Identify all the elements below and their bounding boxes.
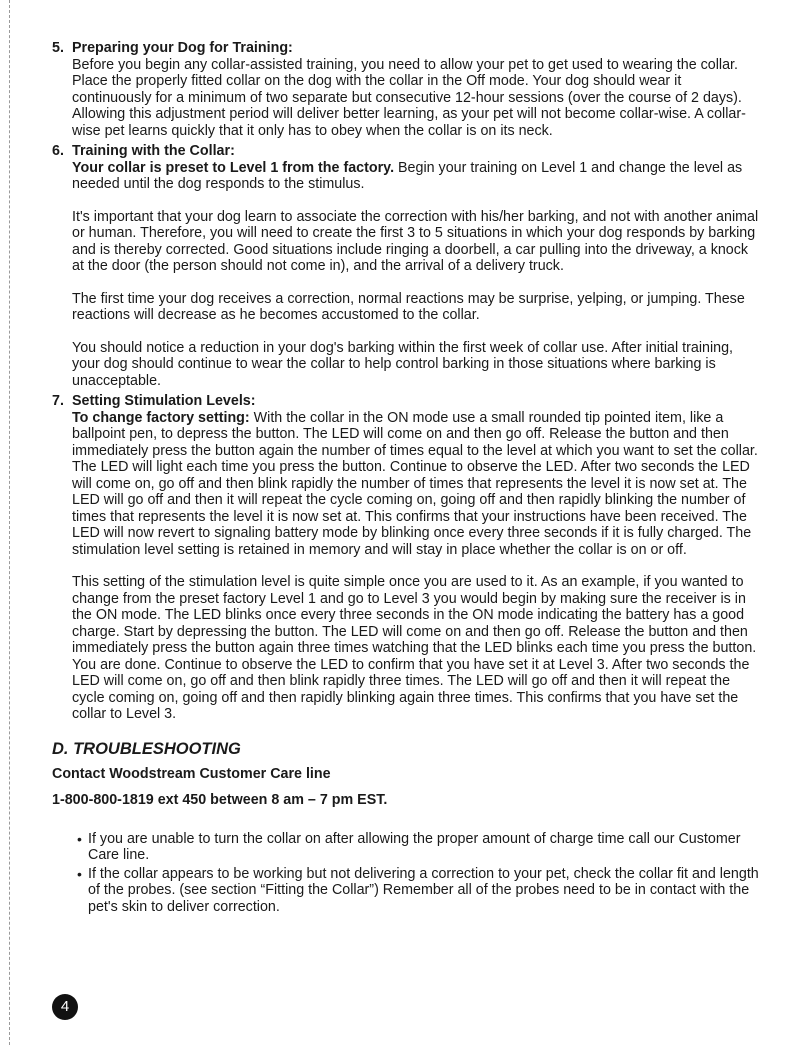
section-title: Setting Stimulation Levels: [72,393,256,409]
list-item [77,830,762,864]
list-item-text: If the collar appears to be working but not delivering a correction to your pet, check the collar fit and length of the probes. (see section “Fitting the Collar”) Remember all of the probes need to be in contact with the pet's skin to deliver correction. [88,865,759,915]
section-paragraph: This setting of the stimulation level is quite simple once you are used to it. As an example, if you wanted to change from the preset factory Level 1 and go to Level 3 you would begin by making sure the receiver is in the ON mode. The LED blinks once every three seconds in the ON mode indicating the battery has a good charge. Start by depressing the button. The LED will come on and then go off. Release the button and then immediately press the button again three times watching that the LED blinks each time you press the button. You are done. Continue to observe the LED to confirm that you have set it at Level 3. After two seconds the LED will come on, go off and then blink rapidly three times. The LED will go off and then it will repeat the cycle coming on, going off and then rapidly blinking again three times. This confirms that you have set the collar to Level 3. [72,574,757,722]
customer-care-line: Contact Woodstream Customer Care line [52,765,331,782]
manual-content [52,40,762,917]
lead-text: With the collar in the ON mode use a small rounded tip pointed item, like a ballpoint pen, to depress the button. The LED will come on and then go off. Release the button and then immediately press the button again the number of times equal to the level at which you want to set the collar. The LED will light each time you press the button. Continue to observe the LED. After two seconds the LED will come on, go off and then blink rapidly the number of times that represents the level it is now set at. The LED will go off and then it will repeat the cycle coming on, going off and then rapidly blinking the number of times that represents the level it is now set at. This confirms that your instructions have been received. The LED will now revert to signaling battery mode by blinking once every three seconds if it is fully charged. The stimulation level setting is retained in memory and will stay in place whether the collar is on or off. [72,409,758,558]
list-item-text: If you are unable to turn the collar on after allowing the proper amount of charge time call our Customer Care line. [88,830,741,863]
section-number: 7. [52,393,64,409]
section-lead-paragraph [72,410,762,559]
section-number: 5. [52,40,64,56]
lead-bold-text: To change factory setting: [72,409,250,426]
lead-bold-text: Your collar is preset to Level 1 from the factory. [72,159,395,176]
page-cut-edge [9,0,10,1045]
bullet-icon: • [77,865,82,882]
page-number-badge: 4 [52,994,78,1020]
section-paragraph: It's important that your dog learn to associate the correction with his/her barking, and not with another animal or human. Therefore, you will need to create the first 3 to 5 situations in which your dog responds by barking and is thereby corrected. Good situations include ringing a doorbell, a car pulling into the driveway, a knock at the door (the person should not come in), and the arrival of a delivery truck. [72,208,759,274]
lead-text: Begin your training on Level 1 and change the level as needed until the dog responds to the stimulus. [72,159,743,192]
section-paragraph: Before you begin any collar-assisted training, you need to allow your pet to get used to wearing the collar. Place the properly fitted collar on the dog with the collar in the Off mode. Your dog should wear it continuously for a minimum of two separate but consecutive 12-hour sessions (over the course of 2 days). Allowing this adjustment period will deliver better learning, as your pet will not become collar-wise. A collar-wise pet learns quickly that it only has to obey when the collar is on its neck. [72,56,746,139]
section-5 [52,40,762,139]
section-paragraph: The first time your dog receives a correction, normal reactions may be surprise, yelping, or jumping. These reactions will decrease as he becomes accustomed to the collar. [72,290,745,323]
section-number: 6. [52,143,64,159]
section-6 [52,143,762,389]
section-paragraph: You should notice a reduction in your dog's barking within the first week of collar use. After initial training, your dog should continue to wear the collar to help control barking in those situations where barking is unacceptable. [72,339,734,389]
section-7 [52,393,762,723]
list-item [77,865,762,916]
troubleshooting-heading: D. TROUBLESHOOTING [52,739,241,758]
bullet-icon: • [77,830,82,847]
section-title: Preparing your Dog for Training: [72,40,293,56]
section-lead-paragraph [72,160,762,193]
troubleshooting-list [52,831,762,916]
section-title: Training with the Collar: [72,143,235,159]
customer-care-phone: 1-800-800-1819 ext 450 between 8 am – 7 pm EST. [52,791,388,808]
